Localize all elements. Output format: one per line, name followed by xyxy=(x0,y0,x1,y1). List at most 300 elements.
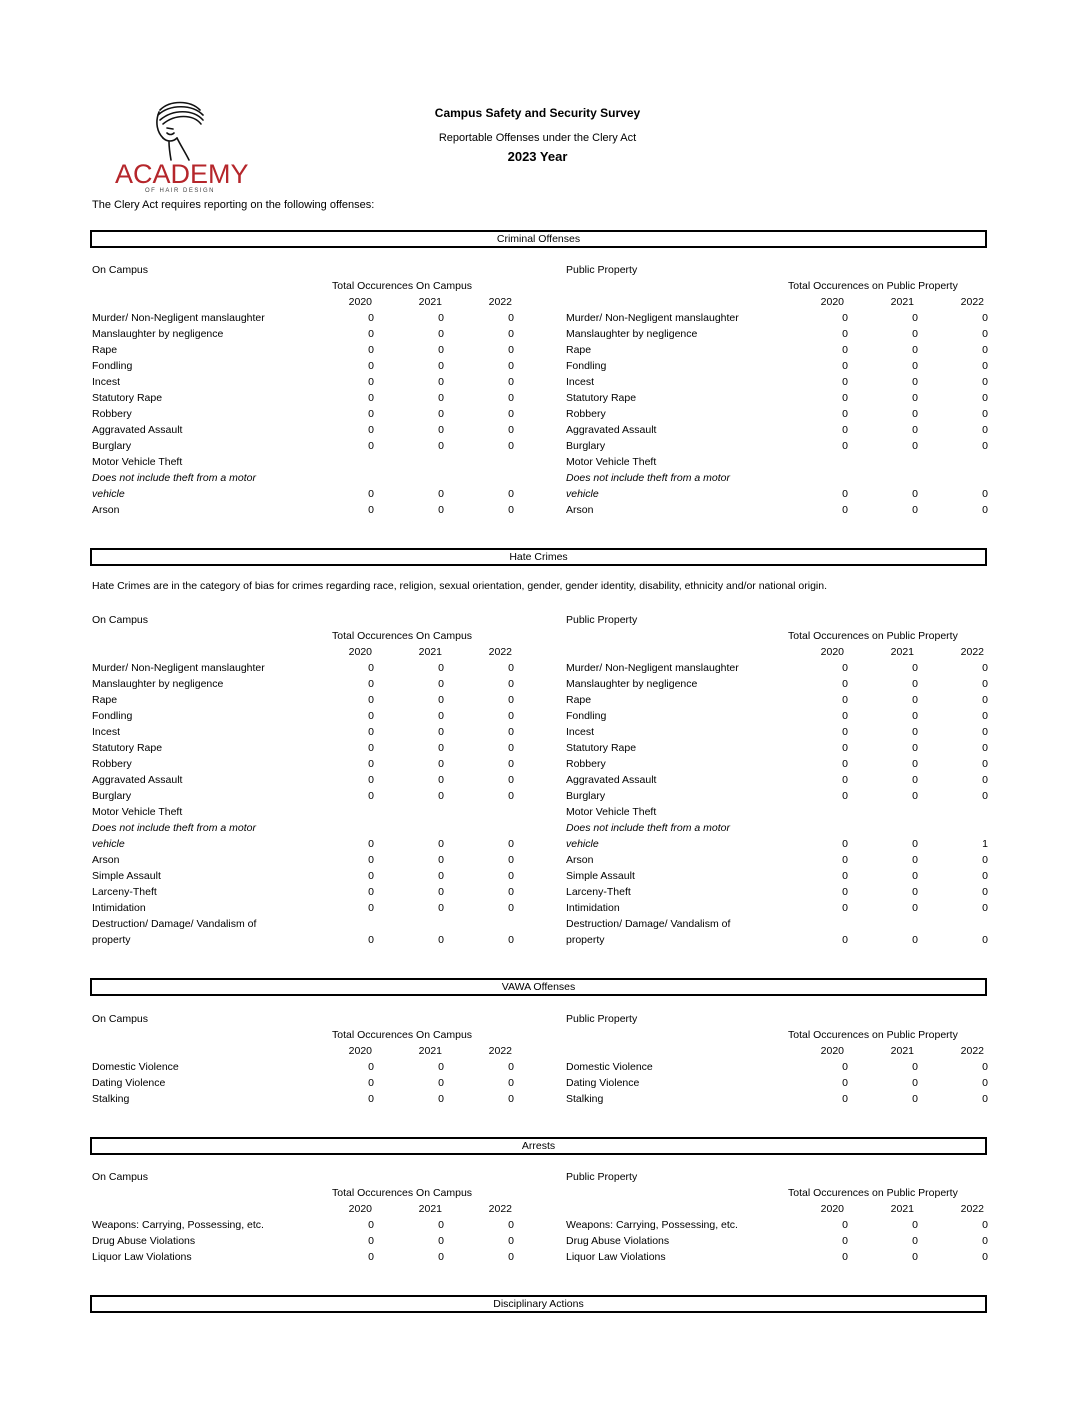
offense-count: 0 xyxy=(508,1219,514,1231)
offense-count: 0 xyxy=(842,376,848,388)
offense-label: Burglary xyxy=(92,440,132,452)
offense-count: 1 xyxy=(982,838,988,850)
offense-count: 0 xyxy=(912,1251,918,1263)
offense-count: 0 xyxy=(842,902,848,914)
offense-count: 0 xyxy=(438,1061,444,1073)
offense-count: 0 xyxy=(508,886,514,898)
offense-count: 0 xyxy=(508,504,514,516)
offense-count: 0 xyxy=(508,758,514,770)
offense-label: Does not include theft from a motor xyxy=(92,822,256,834)
offense-count: 0 xyxy=(438,726,444,738)
offense-count: 0 xyxy=(438,344,444,356)
offense-count: 0 xyxy=(912,790,918,802)
offense-count: 0 xyxy=(368,360,374,372)
table-row xyxy=(92,1249,522,1265)
on-campus-column xyxy=(92,262,522,518)
offense-label: Murder/ Non-Negligent manslaughter xyxy=(566,312,739,324)
table-row xyxy=(566,836,986,852)
offense-count: 0 xyxy=(368,344,374,356)
year-header-row xyxy=(566,1043,986,1059)
section-header-criminal: Criminal Offenses xyxy=(90,230,987,248)
offense-count: 0 xyxy=(982,1251,988,1263)
table-row xyxy=(566,422,986,438)
offense-count: 0 xyxy=(842,1219,848,1231)
year-header: 2022 xyxy=(960,646,984,658)
offense-count: 0 xyxy=(438,360,444,372)
offense-count: 0 xyxy=(912,1235,918,1247)
year-header: 2020 xyxy=(348,1045,372,1057)
offense-label: property xyxy=(92,934,131,946)
public-property-heading: Public Property xyxy=(566,614,638,626)
table-row xyxy=(92,692,522,708)
offense-count: 0 xyxy=(438,758,444,770)
offense-count: 0 xyxy=(982,870,988,882)
offense-label: Murder/ Non-Negligent manslaughter xyxy=(92,312,265,324)
table-row xyxy=(566,708,986,724)
offense-label: vehicle xyxy=(566,488,599,500)
section-header-vawa: VAWA Offenses xyxy=(90,978,987,996)
offense-count: 0 xyxy=(842,838,848,850)
table-row xyxy=(92,406,522,422)
offense-count: 0 xyxy=(508,1077,514,1089)
offense-count: 0 xyxy=(508,1251,514,1263)
offense-count: 0 xyxy=(368,790,374,802)
offense-label: Aggravated Assault xyxy=(92,424,183,436)
offense-count: 0 xyxy=(912,742,918,754)
totals-header: Total Occurences On Campus xyxy=(332,1187,473,1199)
offense-label: Aggravated Assault xyxy=(566,774,657,786)
offense-label: Burglary xyxy=(566,440,606,452)
offense-count: 0 xyxy=(508,344,514,356)
on-campus-column xyxy=(92,1169,522,1265)
offense-count: 0 xyxy=(842,758,848,770)
offense-label: Incest xyxy=(566,726,595,738)
section-header-disciplinary: Disciplinary Actions xyxy=(90,1295,987,1313)
offense-count: 0 xyxy=(508,854,514,866)
table-row xyxy=(566,1249,986,1265)
offense-count: 0 xyxy=(842,1093,848,1105)
totals-header-row xyxy=(92,1027,522,1043)
table-row xyxy=(566,932,986,948)
offense-label: Robbery xyxy=(566,758,606,770)
table-row xyxy=(566,788,986,804)
offense-label: Arson xyxy=(92,504,120,516)
offense-label: Simple Assault xyxy=(92,870,161,882)
public-property-column xyxy=(566,1011,986,1107)
public-property-heading-row xyxy=(566,612,986,628)
offense-count: 0 xyxy=(982,392,988,404)
public-property-heading-row xyxy=(566,1169,986,1185)
offense-count: 0 xyxy=(438,312,444,324)
offense-label: property xyxy=(566,934,605,946)
offense-count: 0 xyxy=(368,870,374,882)
offense-count: 0 xyxy=(982,328,988,340)
offense-count: 0 xyxy=(982,440,988,452)
year-header: 2022 xyxy=(960,1045,984,1057)
public-property-column xyxy=(566,1169,986,1265)
year-header: 2022 xyxy=(488,296,512,308)
offense-label: Destruction/ Damage/ Vandalism of xyxy=(566,918,731,930)
intro-text: The Clery Act requires reporting on the following offenses: xyxy=(92,199,375,211)
section-header-arrests: Arrests xyxy=(90,1137,987,1155)
offense-count: 0 xyxy=(368,710,374,722)
year-header: 2020 xyxy=(348,646,372,658)
totals-header-row xyxy=(566,278,986,294)
totals-header: Total Occurences On Campus xyxy=(332,630,473,642)
table-row xyxy=(566,390,986,406)
offense-label: Motor Vehicle Theft xyxy=(92,806,183,818)
table-row xyxy=(92,470,522,486)
table-row xyxy=(566,900,986,916)
table-row xyxy=(92,358,522,374)
offense-count: 0 xyxy=(438,1093,444,1105)
offense-label: Murder/ Non-Negligent manslaughter xyxy=(566,662,739,674)
offense-count: 0 xyxy=(508,488,514,500)
offense-label: Larceny-Theft xyxy=(92,886,157,898)
offense-count: 0 xyxy=(912,854,918,866)
on-campus-heading: On Campus xyxy=(92,614,149,626)
offense-label: Statutory Rape xyxy=(92,742,163,754)
offense-count: 0 xyxy=(508,934,514,946)
offense-count: 0 xyxy=(912,392,918,404)
offense-count: 0 xyxy=(912,886,918,898)
offense-count: 0 xyxy=(912,678,918,690)
offense-count: 0 xyxy=(368,376,374,388)
totals-header-row xyxy=(566,1027,986,1043)
offense-count: 0 xyxy=(438,710,444,722)
offense-label: Motor Vehicle Theft xyxy=(92,456,183,468)
offense-count: 0 xyxy=(982,726,988,738)
offense-label: Liquor Law Violations xyxy=(92,1251,192,1263)
table-row xyxy=(92,390,522,406)
table-row xyxy=(92,804,522,820)
offense-count: 0 xyxy=(368,886,374,898)
offense-count: 0 xyxy=(438,488,444,500)
offense-count: 0 xyxy=(912,758,918,770)
public-property-heading-row xyxy=(566,262,986,278)
table-row xyxy=(566,692,986,708)
year-header: 2021 xyxy=(418,296,442,308)
offense-count: 0 xyxy=(982,1093,988,1105)
offense-count: 0 xyxy=(508,360,514,372)
table-row xyxy=(566,342,986,358)
offense-label: Dating Violence xyxy=(566,1077,640,1089)
offense-count: 0 xyxy=(508,838,514,850)
offense-count: 0 xyxy=(982,504,988,516)
offense-label: Does not include theft from a motor xyxy=(92,472,256,484)
table-row xyxy=(566,724,986,740)
offense-count: 0 xyxy=(912,408,918,420)
offense-label: Destruction/ Damage/ Vandalism of xyxy=(92,918,257,930)
offense-count: 0 xyxy=(842,694,848,706)
offense-count: 0 xyxy=(982,1219,988,1231)
offense-count: 0 xyxy=(508,328,514,340)
offense-count: 0 xyxy=(912,662,918,674)
offense-label: Drug Abuse Violations xyxy=(566,1235,670,1247)
page-subtitle: Reportable Offenses under the Clery Act xyxy=(438,132,637,144)
offense-label: Arson xyxy=(92,854,120,866)
on-campus-heading-row xyxy=(92,1011,522,1027)
offense-count: 0 xyxy=(842,710,848,722)
table-row xyxy=(92,374,522,390)
offense-count: 0 xyxy=(982,312,988,324)
offense-count: 0 xyxy=(508,312,514,324)
offense-count: 0 xyxy=(368,408,374,420)
offense-count: 0 xyxy=(438,328,444,340)
totals-header: Total Occurences On Campus xyxy=(332,280,473,292)
offense-count: 0 xyxy=(842,1061,848,1073)
year-header: 2022 xyxy=(488,1045,512,1057)
offense-label: Statutory Rape xyxy=(566,742,637,754)
woman-face-icon xyxy=(115,98,245,162)
table-row xyxy=(566,1217,986,1233)
table-row xyxy=(566,406,986,422)
offense-count: 0 xyxy=(982,360,988,372)
offense-label: Incest xyxy=(92,726,121,738)
offense-count: 0 xyxy=(982,1235,988,1247)
offense-count: 0 xyxy=(842,440,848,452)
offense-count: 0 xyxy=(842,312,848,324)
offense-count: 0 xyxy=(438,678,444,690)
offense-count: 0 xyxy=(438,886,444,898)
offense-label: Larceny-Theft xyxy=(566,886,631,898)
totals-header: Total Occurences on Public Property xyxy=(788,1187,958,1199)
table-row xyxy=(566,310,986,326)
offense-label: Fondling xyxy=(92,710,133,722)
offense-label: Fondling xyxy=(92,360,133,372)
offense-count: 0 xyxy=(912,344,918,356)
table-row xyxy=(92,1075,522,1091)
offense-count: 0 xyxy=(912,488,918,500)
year-header: 2021 xyxy=(890,646,914,658)
offense-count: 0 xyxy=(912,504,918,516)
year-header-row xyxy=(92,1201,522,1217)
table-row xyxy=(92,724,522,740)
offense-count: 0 xyxy=(912,312,918,324)
on-campus-heading: On Campus xyxy=(92,264,149,276)
table-row xyxy=(566,1233,986,1249)
offense-count: 0 xyxy=(842,678,848,690)
offense-count: 0 xyxy=(438,504,444,516)
offense-count: 0 xyxy=(368,424,374,436)
year-header: 2020 xyxy=(348,296,372,308)
offense-count: 0 xyxy=(508,440,514,452)
offense-count: 0 xyxy=(368,504,374,516)
offense-count: 0 xyxy=(438,376,444,388)
totals-header-row xyxy=(92,1185,522,1201)
offense-count: 0 xyxy=(438,392,444,404)
table-row xyxy=(92,326,522,342)
table-row xyxy=(92,502,522,518)
table-row xyxy=(92,772,522,788)
table-row xyxy=(92,422,522,438)
totals-header-row xyxy=(566,628,986,644)
offense-count: 0 xyxy=(438,662,444,674)
table-row xyxy=(566,884,986,900)
offense-label: Dating Violence xyxy=(92,1077,166,1089)
offense-label: Liquor Law Violations xyxy=(566,1251,666,1263)
offense-count: 0 xyxy=(842,934,848,946)
table-row xyxy=(92,1059,522,1075)
offense-label: Arson xyxy=(566,504,594,516)
offense-count: 0 xyxy=(842,1077,848,1089)
offense-count: 0 xyxy=(842,360,848,372)
offense-count: 0 xyxy=(368,1219,374,1231)
offense-count: 0 xyxy=(982,488,988,500)
offense-count: 0 xyxy=(842,870,848,882)
table-row xyxy=(92,756,522,772)
offense-count: 0 xyxy=(982,1061,988,1073)
offense-count: 0 xyxy=(982,742,988,754)
table-row xyxy=(566,470,986,486)
year-header: 2020 xyxy=(820,1045,844,1057)
year-header: 2021 xyxy=(890,296,914,308)
offense-count: 0 xyxy=(508,408,514,420)
year-header: 2020 xyxy=(820,646,844,658)
offense-count: 0 xyxy=(368,440,374,452)
table-row xyxy=(566,374,986,390)
offense-count: 0 xyxy=(842,1235,848,1247)
offense-label: Rape xyxy=(566,694,592,706)
offense-count: 0 xyxy=(912,440,918,452)
table-row xyxy=(566,740,986,756)
public-property-heading: Public Property xyxy=(566,1013,638,1025)
offense-label: vehicle xyxy=(92,838,125,850)
offense-count: 0 xyxy=(508,392,514,404)
offense-count: 0 xyxy=(912,1061,918,1073)
offense-count: 0 xyxy=(912,710,918,722)
offense-count: 0 xyxy=(912,934,918,946)
offense-count: 0 xyxy=(508,726,514,738)
offense-count: 0 xyxy=(982,344,988,356)
table-row xyxy=(92,868,522,884)
offense-count: 0 xyxy=(508,742,514,754)
table-row xyxy=(566,438,986,454)
offense-count: 0 xyxy=(368,742,374,754)
offense-count: 0 xyxy=(842,328,848,340)
offense-label: Motor Vehicle Theft xyxy=(566,806,657,818)
offense-count: 0 xyxy=(982,662,988,674)
offense-label: Statutory Rape xyxy=(92,392,163,404)
table-row xyxy=(92,454,522,470)
offense-count: 0 xyxy=(438,838,444,850)
offense-count: 0 xyxy=(912,1219,918,1231)
table-row xyxy=(92,660,522,676)
totals-header: Total Occurences on Public Property xyxy=(788,630,958,642)
year-header: 2021 xyxy=(418,1045,442,1057)
offense-count: 0 xyxy=(912,360,918,372)
table-row xyxy=(566,326,986,342)
offense-count: 0 xyxy=(438,1251,444,1263)
table-row xyxy=(566,916,986,932)
on-campus-heading: On Campus xyxy=(92,1171,149,1183)
offense-label: Manslaughter by negligence xyxy=(92,678,224,690)
offense-count: 0 xyxy=(438,902,444,914)
table-row xyxy=(566,820,986,836)
offense-count: 0 xyxy=(368,774,374,786)
year-header-row xyxy=(92,294,522,310)
year-header: 2021 xyxy=(890,1045,914,1057)
offense-count: 0 xyxy=(842,504,848,516)
offense-label: Incest xyxy=(566,376,595,388)
offense-count: 0 xyxy=(438,790,444,802)
offense-label: Simple Assault xyxy=(566,870,635,882)
offense-label: vehicle xyxy=(92,488,125,500)
table-row xyxy=(92,932,522,948)
offense-count: 0 xyxy=(912,774,918,786)
offense-label: Fondling xyxy=(566,360,607,372)
offense-count: 0 xyxy=(982,902,988,914)
table-row xyxy=(566,756,986,772)
offense-count: 0 xyxy=(912,1077,918,1089)
public-property-column xyxy=(566,262,986,518)
hate-crimes-note: Hate Crimes are in the category of bias for crimes regarding race, religion, sexual orientation, gender, gender identity, disability, ethnicity and/or national origin. xyxy=(92,580,827,592)
table-row xyxy=(566,868,986,884)
table-row xyxy=(92,852,522,868)
offense-count: 0 xyxy=(982,678,988,690)
offense-count: 0 xyxy=(368,1077,374,1089)
offense-count: 0 xyxy=(982,758,988,770)
offense-label: Drug Abuse Violations xyxy=(92,1235,196,1247)
table-row xyxy=(566,486,986,502)
offense-count: 0 xyxy=(438,870,444,882)
year-header-row xyxy=(566,294,986,310)
offense-label: Weapons: Carrying, Possessing, etc. xyxy=(92,1219,264,1231)
year-header: 2022 xyxy=(960,1203,984,1215)
offense-count: 0 xyxy=(508,870,514,882)
table-row xyxy=(566,1091,986,1107)
table-row xyxy=(92,1091,522,1107)
offense-count: 0 xyxy=(912,376,918,388)
offense-label: Manslaughter by negligence xyxy=(92,328,224,340)
offense-count: 0 xyxy=(368,1093,374,1105)
year-header: 2022 xyxy=(960,296,984,308)
totals-header-row xyxy=(92,278,522,294)
offense-count: 0 xyxy=(842,488,848,500)
offense-label: Aggravated Assault xyxy=(566,424,657,436)
offense-count: 0 xyxy=(982,854,988,866)
table-row xyxy=(92,788,522,804)
offense-count: 0 xyxy=(912,902,918,914)
offense-count: 0 xyxy=(912,870,918,882)
offense-label: Robbery xyxy=(92,758,132,770)
offense-count: 0 xyxy=(982,886,988,898)
offense-count: 0 xyxy=(368,312,374,324)
offense-label: Rape xyxy=(92,344,118,356)
offense-count: 0 xyxy=(368,694,374,706)
offense-count: 0 xyxy=(842,344,848,356)
year-header-row xyxy=(566,1201,986,1217)
offense-count: 0 xyxy=(982,934,988,946)
offense-count: 0 xyxy=(368,758,374,770)
offense-count: 0 xyxy=(438,1077,444,1089)
table-row xyxy=(92,342,522,358)
offense-count: 0 xyxy=(982,376,988,388)
on-campus-heading: On Campus xyxy=(92,1013,149,1025)
offense-count: 0 xyxy=(842,886,848,898)
offense-count: 0 xyxy=(912,328,918,340)
table-row xyxy=(92,438,522,454)
totals-header-row xyxy=(92,628,522,644)
offense-count: 0 xyxy=(368,1061,374,1073)
year-header: 2021 xyxy=(890,1203,914,1215)
offense-count: 0 xyxy=(508,774,514,786)
offense-count: 0 xyxy=(912,838,918,850)
offense-count: 0 xyxy=(438,774,444,786)
offense-count: 0 xyxy=(438,934,444,946)
year-header: 2021 xyxy=(418,646,442,658)
totals-header: Total Occurences on Public Property xyxy=(788,280,958,292)
